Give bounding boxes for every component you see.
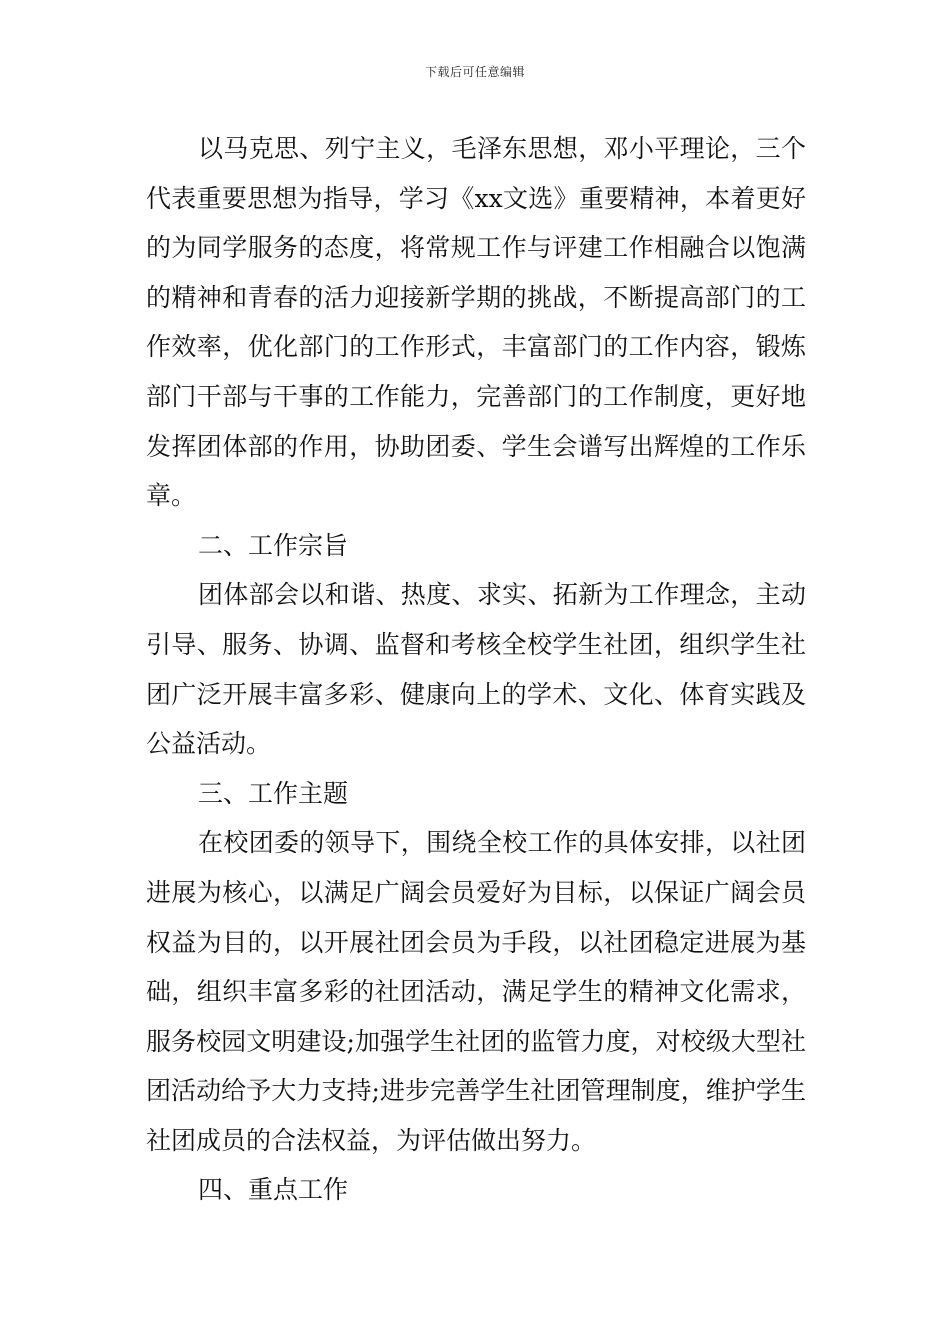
page-header: 下载后可任意编辑 bbox=[424, 65, 525, 79]
paragraph-work-theme: 在校团委的领导下，围绕全校工作的具体安排，以社团进展为核心，以满足广阔会员爱好为目标，以保证广阔会员权益为目的，以开展社团会员为手段，以社团稳定进展为基础，组织丰富多彩的社团活动，满足学生的精神文化需求，服务校园文明建设;加强学生社团的监管力度，对校级大型社团活动给予大力支持;进步完善学生社团管理制度，维护学生社团成员的合法权益，为评估做出努力。 bbox=[146, 828, 806, 1155]
section-heading-key-work: 四、重点工作 bbox=[198, 1175, 349, 1205]
section-heading-work-theme: 三、工作主题 bbox=[198, 778, 349, 808]
paragraph-work-purpose: 团体部会以和谐、热度、求实、拓新为工作理念，主动引导、服务、协调、监督和考核全校学生社团，组织学生社团广泛开展丰富多彩、健康向上的学术、文化、体育实践及公益活动。 bbox=[146, 580, 806, 759]
document-body bbox=[146, 124, 806, 1215]
paragraph-guiding-ideology: 以马克思、列宁主义，毛泽东思想，邓小平理论，三个代表重要思想为指导，学习《xx文选》重要精神，本着更好的为同学服务的态度，将常规工作与评建工作相融合以饱满的精神和青春的活力迎接新学期的挑战，不断提高部门的工作效率，优化部门的工作形式，丰富部门的工作内容，锻炼部门干部与干事的工作能力，完善部门的工作制度，更好地发挥团体部的作用，协助团委、学生会谱写出辉煌的工作乐章。 bbox=[146, 134, 806, 511]
section-heading-work-purpose: 二、工作宗旨 bbox=[198, 530, 349, 560]
